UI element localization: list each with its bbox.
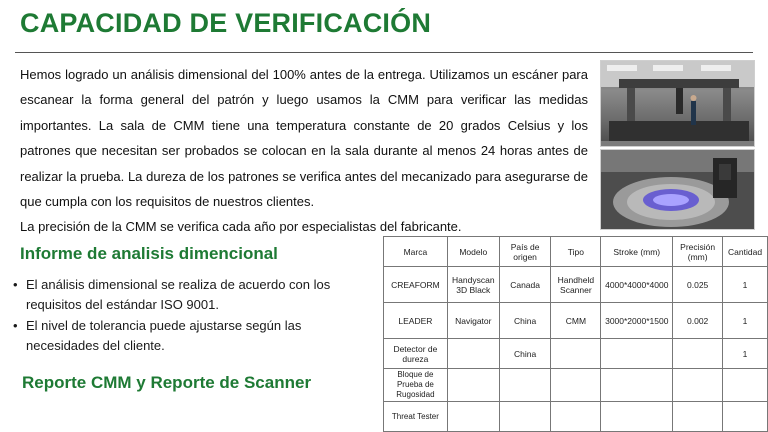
table-cell (673, 339, 723, 369)
column-header: Modelo (447, 237, 499, 267)
table-cell: Bloque de Prueba de Rugosidad (384, 369, 448, 402)
table-cell: Navigator (447, 303, 499, 339)
scanner-photo (600, 149, 755, 230)
page-title: CAPACIDAD DE VERIFICACIÓN (20, 8, 432, 38)
equipment-table (383, 236, 768, 432)
bullet-item: • El nivel de tolerancia puede ajustarse según las necesidades del cliente. (12, 316, 372, 356)
table-cell: Handheld Scanner (551, 267, 601, 303)
table-cell: Handyscan 3D Black (447, 267, 499, 303)
table-cell: Threat Tester (384, 402, 448, 432)
table-row (384, 267, 768, 303)
table-header-row (384, 237, 768, 267)
column-header: Cantidad (723, 237, 768, 267)
table-cell (499, 402, 551, 432)
table-row (384, 339, 768, 369)
column-header: Stroke (mm) (601, 237, 673, 267)
table-cell: CMM (551, 303, 601, 339)
table-cell (447, 402, 499, 432)
table-cell: 0.002 (673, 303, 723, 339)
table-cell: CREAFORM (384, 267, 448, 303)
intro-paragraph: Hemos logrado un análisis dimensional del 100% antes de la entrega. Utilizamos un escáner para escanear la forma general del patrón y luego usamos la CMM para verificar las medidas importantes. La sala de CMM tiene una temperatura constante de 20 grados Celsius y los patrones que necesitan ser probados se colocan en la sala durante al menos 24 horas antes de realizar la prueba. La dureza de los patrones se verifica antes del mecanizado para asegurarse de que cumpla con los requisitos de nuestros clientes. (20, 67, 588, 210)
table-cell (551, 339, 601, 369)
intro-paragraph: La precisión de la CMM se verifica cada año por especialistas del fabricante. (20, 219, 462, 235)
section-heading-dimensional: Informe de analisis dimencional (20, 244, 278, 263)
table-row (384, 369, 768, 402)
table-cell: Canada (499, 267, 551, 303)
table-cell: 4000*4000*4000 (601, 267, 673, 303)
bullet-item: • El análisis dimensional se realiza de acuerdo con los requisitos del estándar ISO 9001. (12, 275, 372, 315)
column-header: Marca (384, 237, 448, 267)
table-cell (551, 369, 601, 402)
table-cell: 3000*2000*1500 (601, 303, 673, 339)
table-cell (447, 339, 499, 369)
column-header: País de origen (499, 237, 551, 267)
bullet-list (12, 275, 372, 357)
cmm-room-photo (600, 60, 755, 147)
table-row (384, 303, 768, 339)
photo-column (600, 60, 755, 230)
table-cell: 1 (723, 339, 768, 369)
table-cell (673, 369, 723, 402)
table-cell (723, 402, 768, 432)
table-cell: Detector de dureza (384, 339, 448, 369)
title-divider (15, 52, 753, 53)
column-header: Precisión (mm) (673, 237, 723, 267)
table-cell (601, 339, 673, 369)
section-heading-reports: Reporte CMM y Reporte de Scanner (22, 373, 312, 392)
table-cell: 1 (723, 303, 768, 339)
table-cell (499, 369, 551, 402)
table-cell (551, 402, 601, 432)
table-cell: China (499, 339, 551, 369)
intro-text (20, 62, 588, 240)
table-cell (447, 369, 499, 402)
column-header: Tipo (551, 237, 601, 267)
table-cell: China (499, 303, 551, 339)
table-cell (601, 402, 673, 432)
table-cell (723, 369, 768, 402)
table-cell: 1 (723, 267, 768, 303)
table-cell (673, 402, 723, 432)
table-cell: 0.025 (673, 267, 723, 303)
table-cell (601, 369, 673, 402)
table-cell: LEADER (384, 303, 448, 339)
table-row (384, 402, 768, 432)
